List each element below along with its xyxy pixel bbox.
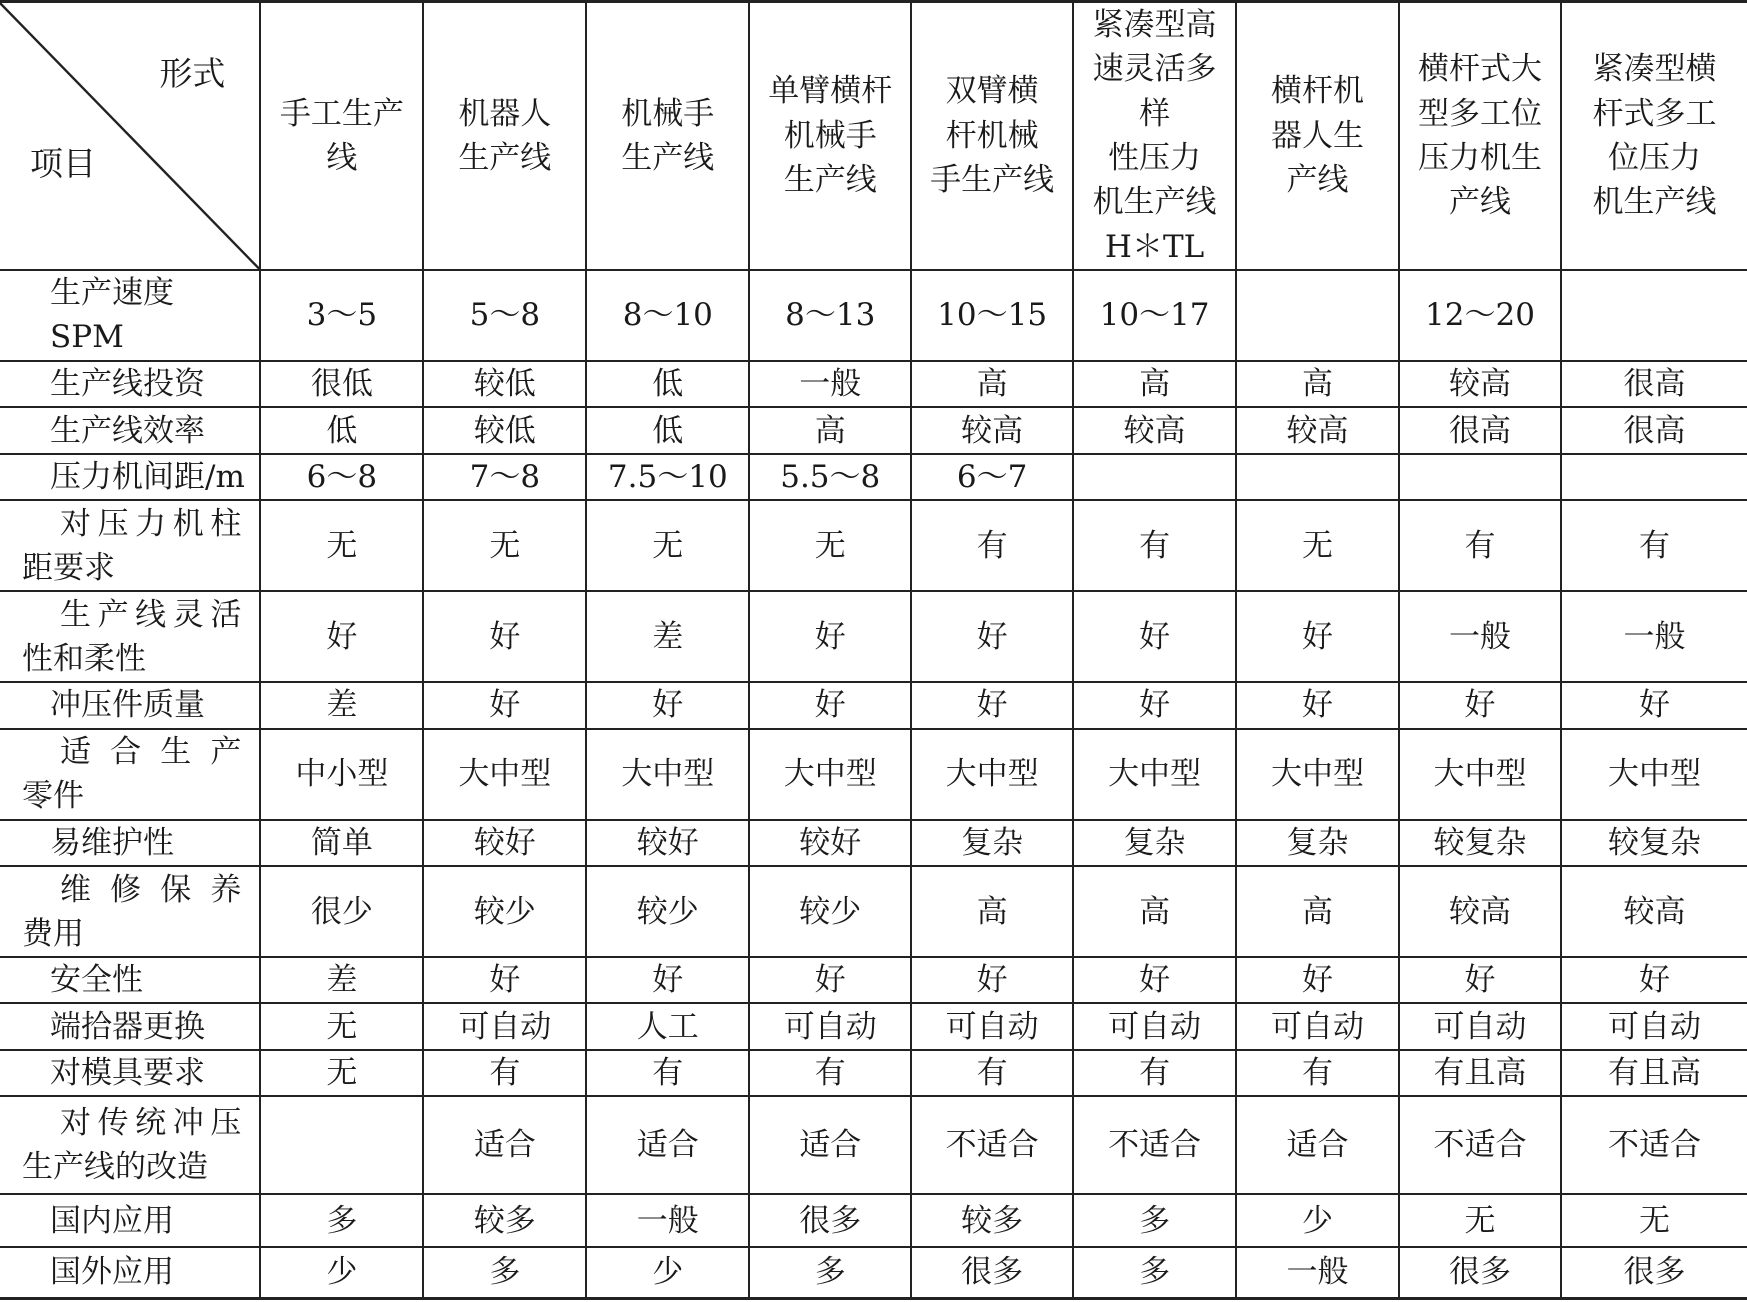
table-cell: 大中型 [1236, 729, 1399, 820]
table-cell: 好 [1236, 957, 1399, 1003]
row-label [0, 1096, 260, 1194]
table-cell: 可自动 [749, 1003, 911, 1049]
table-row [0, 682, 1747, 728]
table-cell: 有 [911, 1050, 1073, 1096]
row-label-line: 生产线灵活 [60, 596, 242, 633]
table-cell: 较高 [911, 407, 1073, 453]
table-cell: 好 [911, 591, 1073, 682]
table-row [0, 1194, 1747, 1247]
table-cell: 少 [1236, 1194, 1399, 1247]
table-cell: 12～20 [1399, 270, 1561, 361]
table-row [0, 1096, 1747, 1194]
table-cell [1236, 270, 1399, 361]
table-cell: 较多 [423, 1194, 586, 1247]
table-row [0, 407, 1747, 453]
row-label: 冲压件质量 [0, 682, 260, 728]
table-cell: 适合 [1236, 1096, 1399, 1194]
table-cell: 好 [1073, 682, 1236, 728]
table-cell: 有 [1073, 1050, 1236, 1096]
table-cell: 差 [586, 591, 749, 682]
column-header: 手工生产线 [260, 2, 423, 270]
table-cell: 有 [586, 1050, 749, 1096]
table-row [0, 729, 1747, 820]
table-cell: 6～8 [260, 454, 423, 500]
table-cell: 有 [1236, 1050, 1399, 1096]
table-cell: 好 [1236, 591, 1399, 682]
table-cell: 很高 [1399, 407, 1561, 453]
table-cell: 一般 [749, 361, 911, 407]
table-row [0, 1247, 1747, 1299]
table-cell: 多 [1073, 1247, 1236, 1299]
table-cell: 差 [260, 682, 423, 728]
table-cell: 较好 [423, 820, 586, 866]
table-cell: 较少 [423, 866, 586, 957]
table-row [0, 1050, 1747, 1096]
table-cell: 大中型 [1561, 729, 1747, 820]
table-cell: 很多 [911, 1247, 1073, 1299]
table-cell: 有 [1561, 500, 1747, 591]
row-label: 对模具要求 [0, 1050, 260, 1096]
table-body [0, 270, 1747, 1299]
table-cell: 好 [1073, 957, 1236, 1003]
table-cell: 好 [423, 957, 586, 1003]
row-label-line: 生产线的改造 [22, 1149, 208, 1186]
table-cell: 不适合 [1073, 1096, 1236, 1194]
table-cell: 无 [586, 500, 749, 591]
header-row [0, 2, 1747, 270]
table-cell: 较低 [423, 407, 586, 453]
table-cell: 大中型 [1399, 729, 1561, 820]
table-cell: 中小型 [260, 729, 423, 820]
table-cell: 多 [260, 1194, 423, 1247]
table-cell: 大中型 [749, 729, 911, 820]
table-cell: 较好 [586, 820, 749, 866]
table-cell: 很低 [260, 361, 423, 407]
table-cell: 复杂 [1236, 820, 1399, 866]
column-header: 双臂横 杆机械 手生产线 [911, 2, 1073, 270]
table-cell: 好 [749, 591, 911, 682]
table-cell: 较好 [749, 820, 911, 866]
table-cell: 可自动 [1236, 1003, 1399, 1049]
table-cell [1561, 454, 1747, 500]
table-row [0, 500, 1747, 591]
table-cell: 多 [1073, 1194, 1236, 1247]
table-cell: 大中型 [586, 729, 749, 820]
table-row [0, 1003, 1747, 1049]
table-cell: 5.5～8 [749, 454, 911, 500]
table-cell: 不适合 [1399, 1096, 1561, 1194]
row-label: 生产线效率 [0, 407, 260, 453]
table-cell [1399, 454, 1561, 500]
corner-bottom-label: 项目 [30, 144, 96, 183]
table-cell: 高 [1073, 866, 1236, 957]
table-cell: 不适合 [1561, 1096, 1747, 1194]
table-cell: 较高 [1399, 866, 1561, 957]
table-cell: 复杂 [1073, 820, 1236, 866]
row-label-line: 性和柔性 [22, 640, 146, 677]
table-cell: 无 [260, 1050, 423, 1096]
table-cell: 6～7 [911, 454, 1073, 500]
table-row [0, 820, 1747, 866]
table-cell: 较低 [423, 361, 586, 407]
row-label: 生产速度 SPM [0, 270, 260, 361]
table-cell: 大中型 [911, 729, 1073, 820]
row-label-line: 距要求 [22, 549, 115, 586]
table-cell: 有 [749, 1050, 911, 1096]
table-cell: 有 [911, 500, 1073, 591]
column-header: 横杆式大 型多工位 压力机生 产线 [1399, 2, 1561, 270]
table-cell: 复杂 [911, 820, 1073, 866]
corner-cell [0, 2, 260, 270]
table-cell: 好 [749, 957, 911, 1003]
table-cell: 低 [586, 361, 749, 407]
table-cell: 3～5 [260, 270, 423, 361]
table-cell: 很多 [749, 1194, 911, 1247]
row-label-line: 费用 [22, 915, 84, 952]
table-cell: 较复杂 [1399, 820, 1561, 866]
table-cell: 多 [749, 1247, 911, 1299]
table-row [0, 270, 1747, 361]
table-cell: 无 [423, 500, 586, 591]
table-row [0, 454, 1747, 500]
table-cell: 好 [423, 682, 586, 728]
table-cell: 高 [749, 407, 911, 453]
table-cell: 很多 [1561, 1247, 1747, 1299]
table-cell: 可自动 [1561, 1003, 1747, 1049]
row-label-line: 对传统冲压 [60, 1105, 242, 1142]
table-cell: 很高 [1561, 361, 1747, 407]
table-cell: 7.5～10 [586, 454, 749, 500]
row-label [0, 866, 260, 957]
row-label [0, 591, 260, 682]
table-row [0, 957, 1747, 1003]
table-cell: 高 [1073, 361, 1236, 407]
table-cell: 高 [1236, 361, 1399, 407]
table-cell: 较多 [911, 1194, 1073, 1247]
table-cell: 很多 [1399, 1247, 1561, 1299]
table-cell: 好 [1399, 682, 1561, 728]
table-cell: 有且高 [1399, 1050, 1561, 1096]
table-cell: 较高 [1236, 407, 1399, 453]
row-label: 易维护性 [0, 820, 260, 866]
row-label: 国内应用 [0, 1194, 260, 1247]
table-cell: 可自动 [1399, 1003, 1561, 1049]
table-row [0, 591, 1747, 682]
table-cell: 8～13 [749, 270, 911, 361]
table-cell: 低 [586, 407, 749, 453]
row-label: 端拾器更换 [0, 1003, 260, 1049]
table-cell: 好 [911, 957, 1073, 1003]
table-cell: 差 [260, 957, 423, 1003]
corner-top-label: 形式 [159, 54, 226, 93]
table-cell: 一般 [586, 1194, 749, 1247]
row-label: 安全性 [0, 957, 260, 1003]
column-header: 机械手 生产线 [586, 2, 749, 270]
table-cell: 人工 [586, 1003, 749, 1049]
table-cell: 好 [1399, 957, 1561, 1003]
table-cell: 无 [1399, 1194, 1561, 1247]
table-cell: 有 [423, 1050, 586, 1096]
table-cell: 可自动 [911, 1003, 1073, 1049]
table-cell: 好 [1561, 682, 1747, 728]
table-cell: 适合 [749, 1096, 911, 1194]
table-cell: 较少 [749, 866, 911, 957]
table-cell: 无 [260, 500, 423, 591]
table-cell: 好 [1236, 682, 1399, 728]
table-cell [1073, 454, 1236, 500]
column-header: 横杆机 器人生 产线 [1236, 2, 1399, 270]
table-row [0, 866, 1747, 957]
row-label-line: 零件 [22, 778, 84, 815]
table-cell: 低 [260, 407, 423, 453]
table-cell: 高 [1236, 866, 1399, 957]
table-cell: 一般 [1399, 591, 1561, 682]
table-cell: 较少 [586, 866, 749, 957]
row-label-line: 对压力机柱 [60, 505, 242, 542]
table-cell: 较高 [1561, 866, 1747, 957]
table-cell: 很少 [260, 866, 423, 957]
table-cell: 好 [423, 591, 586, 682]
table-cell: 很高 [1561, 407, 1747, 453]
table-cell: 10～15 [911, 270, 1073, 361]
table-cell: 好 [586, 682, 749, 728]
table-cell: 少 [260, 1247, 423, 1299]
table-cell: 无 [260, 1003, 423, 1049]
table-cell: 多 [423, 1247, 586, 1299]
table-cell: 好 [1561, 957, 1747, 1003]
table-cell: 好 [1073, 591, 1236, 682]
table-cell: 适合 [423, 1096, 586, 1194]
table-cell: 简单 [260, 820, 423, 866]
table-cell: 适合 [586, 1096, 749, 1194]
table-cell: 好 [911, 682, 1073, 728]
diagonal-line [0, 3, 259, 269]
row-label-line: 适合生产 [60, 734, 242, 771]
table-cell: 少 [586, 1247, 749, 1299]
table-cell [1561, 270, 1747, 361]
table-cell [1236, 454, 1399, 500]
row-label-line: 维修保养 [60, 871, 242, 908]
table-cell: 一般 [1236, 1247, 1399, 1299]
table-cell: 无 [1561, 1194, 1747, 1247]
table-row [0, 361, 1747, 407]
table-cell: 较复杂 [1561, 820, 1747, 866]
table-cell: 有且高 [1561, 1050, 1747, 1096]
table-cell: 较高 [1399, 361, 1561, 407]
row-label: 压力机间距/m [0, 454, 260, 500]
table-cell: 可自动 [423, 1003, 586, 1049]
table-cell: 一般 [1561, 591, 1747, 682]
table-cell: 高 [911, 866, 1073, 957]
table-cell: 可自动 [1073, 1003, 1236, 1049]
table-cell [260, 1096, 423, 1194]
row-label: 国外应用 [0, 1247, 260, 1299]
row-label [0, 729, 260, 820]
table-cell: 好 [749, 682, 911, 728]
row-label: 生产线投资 [0, 361, 260, 407]
column-header: 单臂横杆 机械手 生产线 [749, 2, 911, 270]
table-cell: 5～8 [423, 270, 586, 361]
table-cell: 10～17 [1073, 270, 1236, 361]
table-cell: 无 [1236, 500, 1399, 591]
column-header: 紧凑型高 速灵活多样 性压力 机生产线 H＊TL [1073, 2, 1236, 270]
table-cell: 不适合 [911, 1096, 1073, 1194]
table-cell: 大中型 [423, 729, 586, 820]
table-cell: 8～10 [586, 270, 749, 361]
table-cell: 有 [1399, 500, 1561, 591]
table-cell: 较高 [1073, 407, 1236, 453]
table-cell: 无 [749, 500, 911, 591]
row-label [0, 500, 260, 591]
table-cell: 大中型 [1073, 729, 1236, 820]
table-cell: 7～8 [423, 454, 586, 500]
column-header: 紧凑型横 杆式多工 位压力 机生产线 [1561, 2, 1747, 270]
table-cell: 好 [260, 591, 423, 682]
table-cell: 有 [1073, 500, 1236, 591]
column-header: 机器人 生产线 [423, 2, 586, 270]
table-cell: 高 [911, 361, 1073, 407]
table-cell: 好 [586, 957, 749, 1003]
